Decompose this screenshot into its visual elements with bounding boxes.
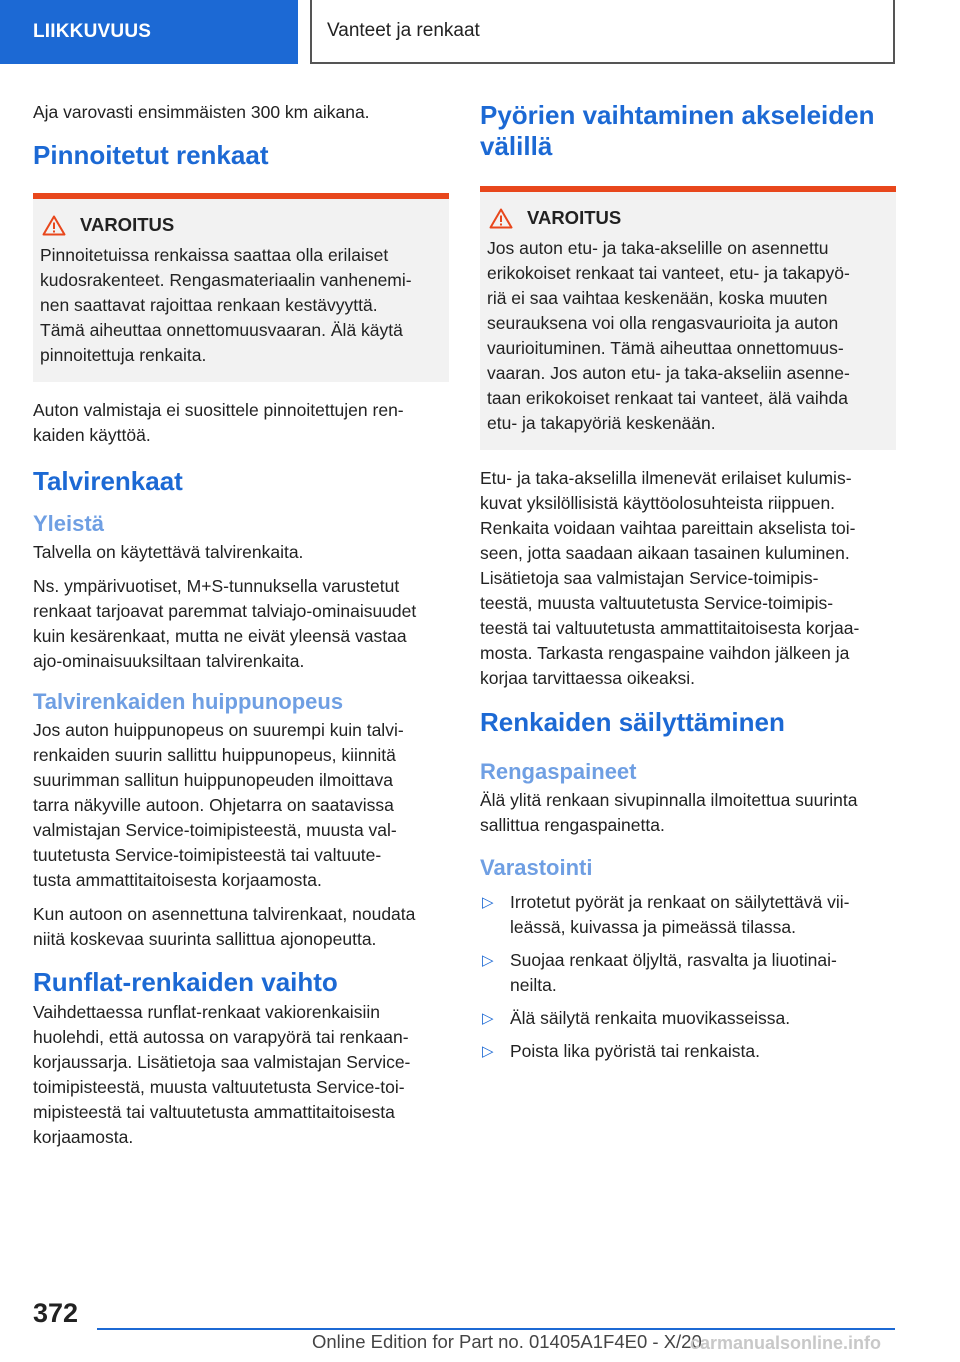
text-line: Irrotetut pyörät ja renkaat on säilytettävä vii- bbox=[510, 892, 850, 912]
text-line: teestä, muusta valtuutetusta Service-toimipis- bbox=[480, 593, 834, 613]
warning-line: kudosrakenteet. Rengasmateriaalin vanhenemi- bbox=[40, 270, 412, 290]
footer-divider bbox=[97, 1328, 895, 1330]
chapter-title: Vanteet ja renkaat bbox=[310, 0, 895, 64]
text-line: toimipisteestä, muusta valtuutetusta Service-toi- bbox=[33, 1077, 405, 1097]
text-line: leässä, kuivassa ja pimeässä tilassa. bbox=[510, 917, 796, 937]
heading-axle-swap bbox=[480, 100, 896, 162]
warning-line: erikokoiset renkaat tai vanteet, etu- ja takapyö- bbox=[487, 263, 850, 283]
watermark: carmanualsonline.info bbox=[690, 1333, 882, 1353]
text-line: Etu- ja taka-akselilla ilmenevät erilaiset kulumis- bbox=[480, 468, 852, 488]
text-line: Renkaita voidaan vaihtaa pareittain akselista toi- bbox=[480, 518, 856, 538]
warning-line: pinnoitettuja renkaita. bbox=[40, 345, 207, 365]
warning-text bbox=[40, 243, 441, 368]
warning-title-text: VAROITUS bbox=[80, 214, 175, 235]
text-line: Jos auton huippunopeus on suurempi kuin talvi- bbox=[33, 720, 404, 740]
speed-paragraph-1 bbox=[33, 718, 449, 893]
warning-triangle-icon bbox=[489, 208, 513, 229]
text-line: tusta ammattitaitoisesta korjaamosta. bbox=[33, 870, 322, 890]
general-paragraph-2 bbox=[33, 574, 449, 674]
heading-runflat: Runflat-renkaiden vaihto bbox=[33, 967, 338, 997]
text-line: sallittua rengaspainetta. bbox=[480, 815, 665, 835]
text-line: seen, jotta saadaan aikaan tasainen kuluminen. bbox=[480, 543, 850, 563]
warning-line: Pinnoitetuissa renkaissa saattaa olla erilaiset bbox=[40, 245, 389, 265]
warning-line: Jos auton etu- ja taka-akselille on asennettu bbox=[487, 238, 829, 258]
text-line: tarra näkyville autoon. Ohjetarra on saatavissa bbox=[33, 795, 394, 815]
text-line: Lisätietoja saa valmistajan Service-toimipis- bbox=[480, 568, 819, 588]
speed-paragraph-2 bbox=[33, 902, 449, 952]
right-column bbox=[480, 100, 896, 1072]
text-line: kuvat yksilöllisistä käyttöolosuhteista riippuen. bbox=[480, 493, 836, 513]
runflat-paragraph bbox=[33, 1000, 449, 1150]
intro-paragraph: Aja varovasti ensimmäisten 300 km aikana. bbox=[33, 102, 370, 122]
heading-line: Pyörien vaihtaminen akseleiden bbox=[480, 100, 875, 130]
storage-list bbox=[480, 890, 896, 1064]
warning-title bbox=[40, 213, 441, 237]
text-line: valmistajan Service-toimipisteestä, muusta val- bbox=[33, 820, 397, 840]
warning-title-text: VAROITUS bbox=[527, 207, 622, 228]
text-line: korjaussarja. Lisätietoja saa valmistajan Service- bbox=[33, 1052, 411, 1072]
warning-line: riä ei saa vaihtaa keskenään, koska muuten bbox=[487, 288, 828, 308]
text-line: korjaa tarvittaessa oikeaksi. bbox=[480, 668, 695, 688]
warning-line: etu- ja takapyöriä keskenään. bbox=[487, 413, 716, 433]
text-line: ajo-ominaisuuksiltaan talvirenkaita. bbox=[33, 651, 305, 671]
heading-line: välillä bbox=[480, 131, 553, 161]
list-item bbox=[480, 1039, 896, 1064]
text-line: mipisteestä tai valtuutetusta ammattitaitoisesta bbox=[33, 1102, 395, 1122]
text-line: niitä koskevaa suurinta sallittua ajonopeutta. bbox=[33, 929, 377, 949]
warning-line: nen saattavat rajoittaa renkaan kestävyyttä. bbox=[40, 295, 378, 315]
text-line: teestä tai valtuutetusta ammattitaitoisesta korjaa- bbox=[480, 618, 860, 638]
warning-title bbox=[487, 206, 888, 230]
heading-storage: Varastointi bbox=[480, 855, 593, 880]
text-line: renkaiden suurin sallittu huippunopeus, kiinnitä bbox=[33, 745, 396, 765]
general-paragraph-1: Talvella on käytettävä talvirenkaita. bbox=[33, 542, 304, 562]
text-line: Vaihdettaessa runflat-renkaat vakiorenkaisiin bbox=[33, 1002, 380, 1022]
text-line: renkaat tarjoavat paremmat talviajo-ominaisuudet bbox=[33, 601, 417, 621]
heading-tire-pressure: Rengaspaineet bbox=[480, 759, 637, 784]
text-line: Älä säilytä renkaita muovikasseissa. bbox=[510, 1008, 791, 1028]
warning-line: vaaran. Jos auton etu- ja taka-akseliin asenne- bbox=[487, 363, 850, 383]
text-line: Ns. ympärivuotiset, M+S-tunnuksella varustetut bbox=[33, 576, 400, 596]
page-header bbox=[0, 0, 960, 66]
section-tab: LIIKKUVUUS bbox=[0, 0, 298, 64]
text-line: Suojaa renkaat öljyltä, rasvalta ja liuotinai- bbox=[510, 950, 837, 970]
heading-general: Yleistä bbox=[33, 511, 104, 536]
left-column bbox=[33, 100, 449, 1159]
heading-tire-storage: Renkaiden säilyttäminen bbox=[480, 707, 785, 737]
heading-winter-speed: Talvirenkaiden huippunopeus bbox=[33, 689, 344, 714]
list-item bbox=[480, 1006, 896, 1031]
page-number: 372 bbox=[33, 1298, 79, 1328]
heading-winter-tires: Talvirenkaat bbox=[33, 466, 183, 496]
text-line: mosta. Tarkasta rengaspaine vaihdon jälkeen ja bbox=[480, 643, 850, 663]
triangle-right-icon: ▷ bbox=[482, 1010, 494, 1027]
text-line: Auton valmistaja ei suosittele pinnoitettujen ren- bbox=[33, 400, 404, 420]
warning-line: seurauksena voi olla rengasvaurioita ja auton bbox=[487, 313, 839, 333]
text-line: Kun autoon on asennettuna talvirenkaat, noudata bbox=[33, 904, 416, 924]
triangle-right-icon: ▷ bbox=[482, 952, 494, 969]
warning-line: Tämä aiheuttaa onnettomuusvaaran. Älä käytä bbox=[40, 320, 403, 340]
edition-text: Online Edition for Part no. 01405A1F4E0 - X/20 bbox=[312, 1331, 702, 1352]
warning-line: vaurioituminen. Tämä aiheuttaa onnettomuus- bbox=[487, 338, 844, 358]
text-line: kuin kesärenkaat, mutta ne eivät yleensä vastaa bbox=[33, 626, 407, 646]
warning-box-axle bbox=[480, 186, 896, 450]
warning-box-studded bbox=[33, 193, 449, 382]
text-line: suurimman sallitun huippunopeuden ilmoittava bbox=[33, 770, 393, 790]
warning-text bbox=[487, 236, 888, 436]
text-line: korjaamosta. bbox=[33, 1127, 134, 1147]
heading-studded-tires: Pinnoitetut renkaat bbox=[33, 140, 269, 170]
triangle-right-icon: ▷ bbox=[482, 1043, 494, 1060]
text-line: Poista lika pyöristä tai renkaista. bbox=[510, 1041, 760, 1061]
list-item bbox=[480, 890, 896, 940]
axle-swap-paragraph bbox=[480, 466, 896, 691]
text-line: Älä ylitä renkaan sivupinnalla ilmoitettua suurinta bbox=[480, 790, 858, 810]
pressure-paragraph bbox=[480, 788, 896, 838]
warning-line: taan erikokoiset renkaat tai vanteet, älä vaihda bbox=[487, 388, 848, 408]
manufacturer-paragraph bbox=[33, 398, 449, 448]
text-line: neilta. bbox=[510, 975, 557, 995]
text-line: tuutetusta Service-toimipisteestä tai valtuute- bbox=[33, 845, 382, 865]
list-item bbox=[480, 948, 896, 998]
text-line: kaiden käyttöä. bbox=[33, 425, 151, 445]
warning-triangle-icon bbox=[42, 215, 66, 236]
text-line: huolehdi, että autossa on varapyörä tai renkaan- bbox=[33, 1027, 409, 1047]
triangle-right-icon: ▷ bbox=[482, 894, 494, 911]
